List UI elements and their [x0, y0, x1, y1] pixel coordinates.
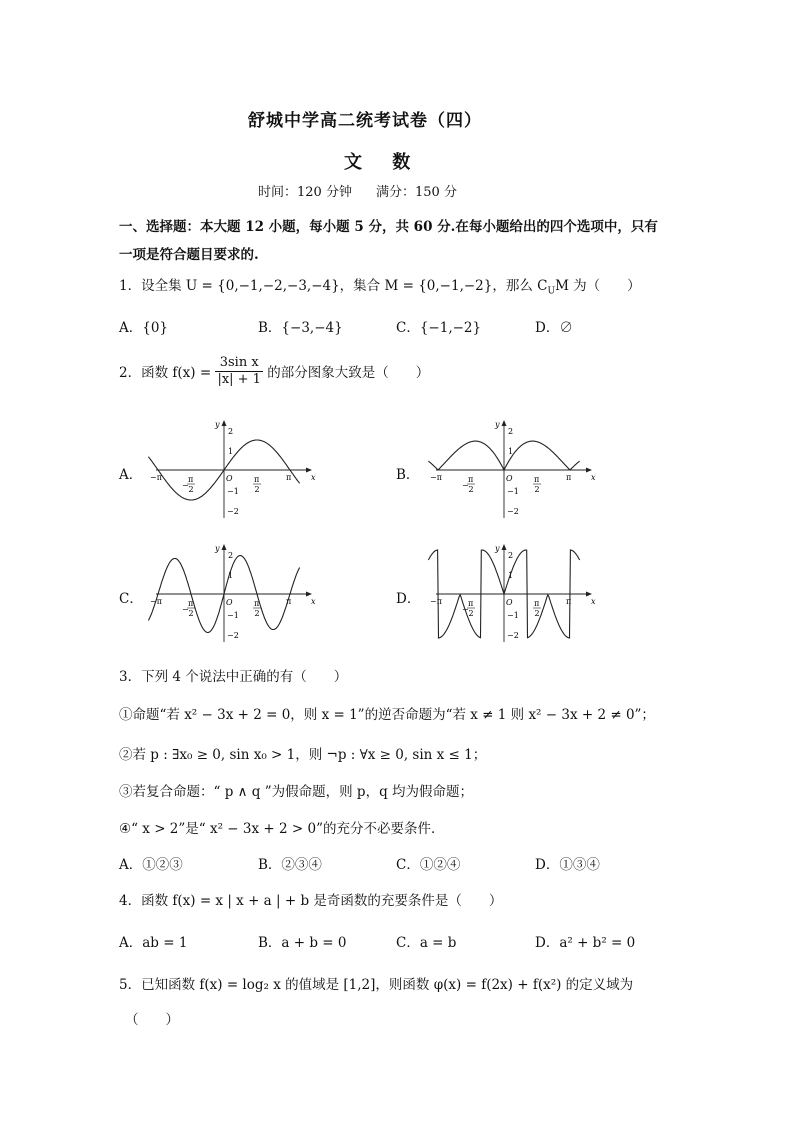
x-tick-half-pi-num: π	[253, 475, 260, 484]
origin-label: O	[226, 474, 233, 483]
y-tick-neg1: −1	[507, 611, 519, 620]
x-tick-half-pi-num: π	[253, 599, 260, 608]
x-tick-neg-half-pi-sign: −	[182, 605, 189, 614]
y-tick-neg1: −1	[227, 487, 239, 496]
x-tick-half-pi-den: 2	[534, 609, 540, 618]
q3-option-b: B．②③④	[258, 857, 322, 873]
q1-stem-tail: M 为（ ）	[555, 278, 641, 294]
y-tick-1: 1	[228, 571, 234, 580]
x-tick-half-pi-den: 2	[254, 485, 260, 494]
y-tick-2: 2	[228, 551, 234, 560]
x-tick-half-pi-num: π	[533, 599, 540, 608]
question-4-stem: 4．函数 f(x) = x | x + a | + b 是奇函数的充要条件是（ ）	[119, 893, 503, 909]
y-axis-label: y	[495, 420, 500, 429]
q3-option-d: D．①③④	[535, 857, 600, 873]
x-axis-arrow	[586, 592, 592, 597]
q2-fraction-numerator: 3sin x	[215, 355, 263, 372]
origin-label: O	[506, 474, 513, 483]
section-heading-line1: 一、选择题：本大题 12 小题，每小题 5 分，共 60 分.在每小题给出的四个选项中，只有	[119, 219, 658, 235]
x-tick-neg-pi: −π	[430, 597, 442, 606]
q1-option-d: D．∅	[535, 320, 573, 336]
x-tick-pi: π	[565, 597, 572, 606]
x-axis-arrow	[306, 592, 312, 597]
x-axis-label: x	[311, 473, 316, 482]
y-tick-1: 1	[508, 571, 514, 580]
x-tick-half-pi-den: 2	[254, 609, 260, 618]
origin-label: O	[506, 598, 513, 607]
question-3-stem: 3．下列 4 个说法中正确的有（ ）	[119, 669, 348, 685]
x-tick-neg-half-pi-num: π	[468, 599, 474, 608]
q3-option-a: A．①②③	[119, 857, 183, 873]
q2-stem-pre: 2．函数 f(x) =	[119, 365, 212, 382]
page-title: 舒城中学高二统考试卷（四）	[248, 111, 482, 131]
y-axis-label: y	[495, 544, 500, 553]
q3-statement-4: ④“ x > 2”是“ x² − 3x + 2 > 0”的充分不必要条件．	[119, 821, 445, 837]
graph-a	[148, 418, 318, 522]
y-axis-arrow	[502, 420, 507, 426]
x-axis-arrow	[306, 468, 312, 473]
x-tick-neg-half-pi-sign: −	[462, 605, 469, 614]
y-tick-neg2: −2	[507, 631, 519, 640]
y-axis-label: y	[215, 420, 220, 429]
q2-option-a: A．	[119, 467, 143, 483]
y-tick-1: 1	[228, 447, 234, 456]
q2-option-c: C．	[119, 591, 143, 607]
question-2-stem	[119, 355, 429, 387]
x-tick-neg-half-pi-den: 2	[188, 485, 194, 494]
y-tick-neg2: −2	[507, 507, 519, 516]
origin-label: O	[226, 598, 233, 607]
y-axis-arrow	[222, 544, 227, 550]
graph-c	[148, 542, 318, 646]
q1-option-b: B．{−3,−4}	[258, 320, 343, 336]
x-tick-neg-half-pi-den: 2	[468, 609, 474, 618]
x-tick-pi: π	[285, 473, 292, 482]
x-tick-neg-half-pi-den: 2	[188, 609, 194, 618]
y-tick-2: 2	[508, 551, 514, 560]
q4-option-c: C．a = b	[396, 935, 457, 951]
q4-option-a: A．ab = 1	[119, 935, 188, 951]
q1-subscript: U	[547, 286, 556, 297]
x-tick-neg-half-pi-sign: −	[462, 481, 469, 490]
q3-statement-1: ①命题“若 x² − 3x + 2 = 0，则 x = 1”的逆否命题为“若 x ≠ 1 则 x² − 3x + 2 ≠ 0”；	[119, 707, 655, 723]
q3-statement-2: ②若 p : ∃x₀ ≥ 0, sin x₀ > 1，则 ¬p : ∀x ≥ 0, sin x ≤ 1；	[119, 747, 487, 763]
x-tick-half-pi-den: 2	[534, 485, 540, 494]
exam-time: 时间：120 分钟	[258, 185, 352, 200]
y-axis-arrow	[502, 544, 507, 550]
y-tick-1: 1	[508, 447, 514, 456]
q2-option-b: B．	[396, 467, 420, 483]
q1-stem-text: 1．设全集 U = {0,−1,−2,−3,−4}，集合 M = {0,−1,−2}，那么 C	[119, 278, 548, 294]
x-axis-label: x	[591, 473, 596, 482]
y-tick-neg2: −2	[227, 507, 239, 516]
y-tick-neg1: −1	[507, 487, 519, 496]
y-axis-arrow	[222, 420, 227, 426]
x-tick-neg-half-pi-den: 2	[468, 485, 474, 494]
x-tick-neg-half-pi-num: π	[188, 599, 194, 608]
question-1-stem	[119, 274, 641, 297]
subject-title: 文 数	[344, 152, 423, 173]
x-tick-neg-half-pi-num: π	[188, 475, 194, 484]
x-axis-label: x	[311, 597, 316, 606]
section-heading-line2: 一项是符合题目要求的.	[119, 247, 259, 263]
q4-option-d: D．a² + b² = 0	[535, 935, 636, 951]
y-axis-label: y	[215, 544, 220, 553]
x-tick-neg-pi: −π	[150, 597, 162, 606]
x-tick-neg-pi: −π	[150, 473, 162, 482]
y-tick-neg1: −1	[227, 611, 239, 620]
q2-fraction	[215, 355, 263, 387]
x-tick-pi: π	[285, 597, 292, 606]
graph-b	[428, 418, 598, 522]
q2-fraction-denominator: |x| + 1	[217, 371, 261, 387]
q2-option-d: D．	[396, 591, 421, 607]
q3-statement-3: ③若复合命题：“ p ∧ q ”为假命题，则 p，q 均为假命题；	[119, 784, 473, 800]
q5-answer-paren: （ ）	[125, 1012, 179, 1028]
q1-option-c: C．{−1,−2}	[396, 320, 482, 336]
x-tick-neg-pi: −π	[430, 473, 442, 482]
x-tick-pi: π	[565, 473, 572, 482]
graph-d	[428, 542, 598, 646]
question-5-stem: 5．已知函数 f(x) = log₂ x 的值域是 [1,2]，则函数 φ(x) = f(2x) + f(x²) 的定义域为	[119, 977, 634, 993]
x-tick-neg-half-pi-sign: −	[182, 481, 189, 490]
x-axis-label: x	[591, 597, 596, 606]
y-tick-neg2: −2	[227, 631, 239, 640]
y-tick-2: 2	[228, 427, 234, 436]
q4-option-b: B．a + b = 0	[258, 935, 347, 951]
exam-score: 满分：150 分	[376, 185, 457, 200]
q2-stem-post: 的部分图象大致是（ ）	[267, 365, 430, 382]
x-tick-half-pi-num: π	[533, 475, 540, 484]
y-tick-2: 2	[508, 427, 514, 436]
q1-option-a: A．{0}	[119, 320, 169, 336]
x-tick-neg-half-pi-num: π	[468, 475, 474, 484]
x-axis-arrow	[586, 468, 592, 473]
q3-option-c: C．①②④	[396, 857, 461, 873]
